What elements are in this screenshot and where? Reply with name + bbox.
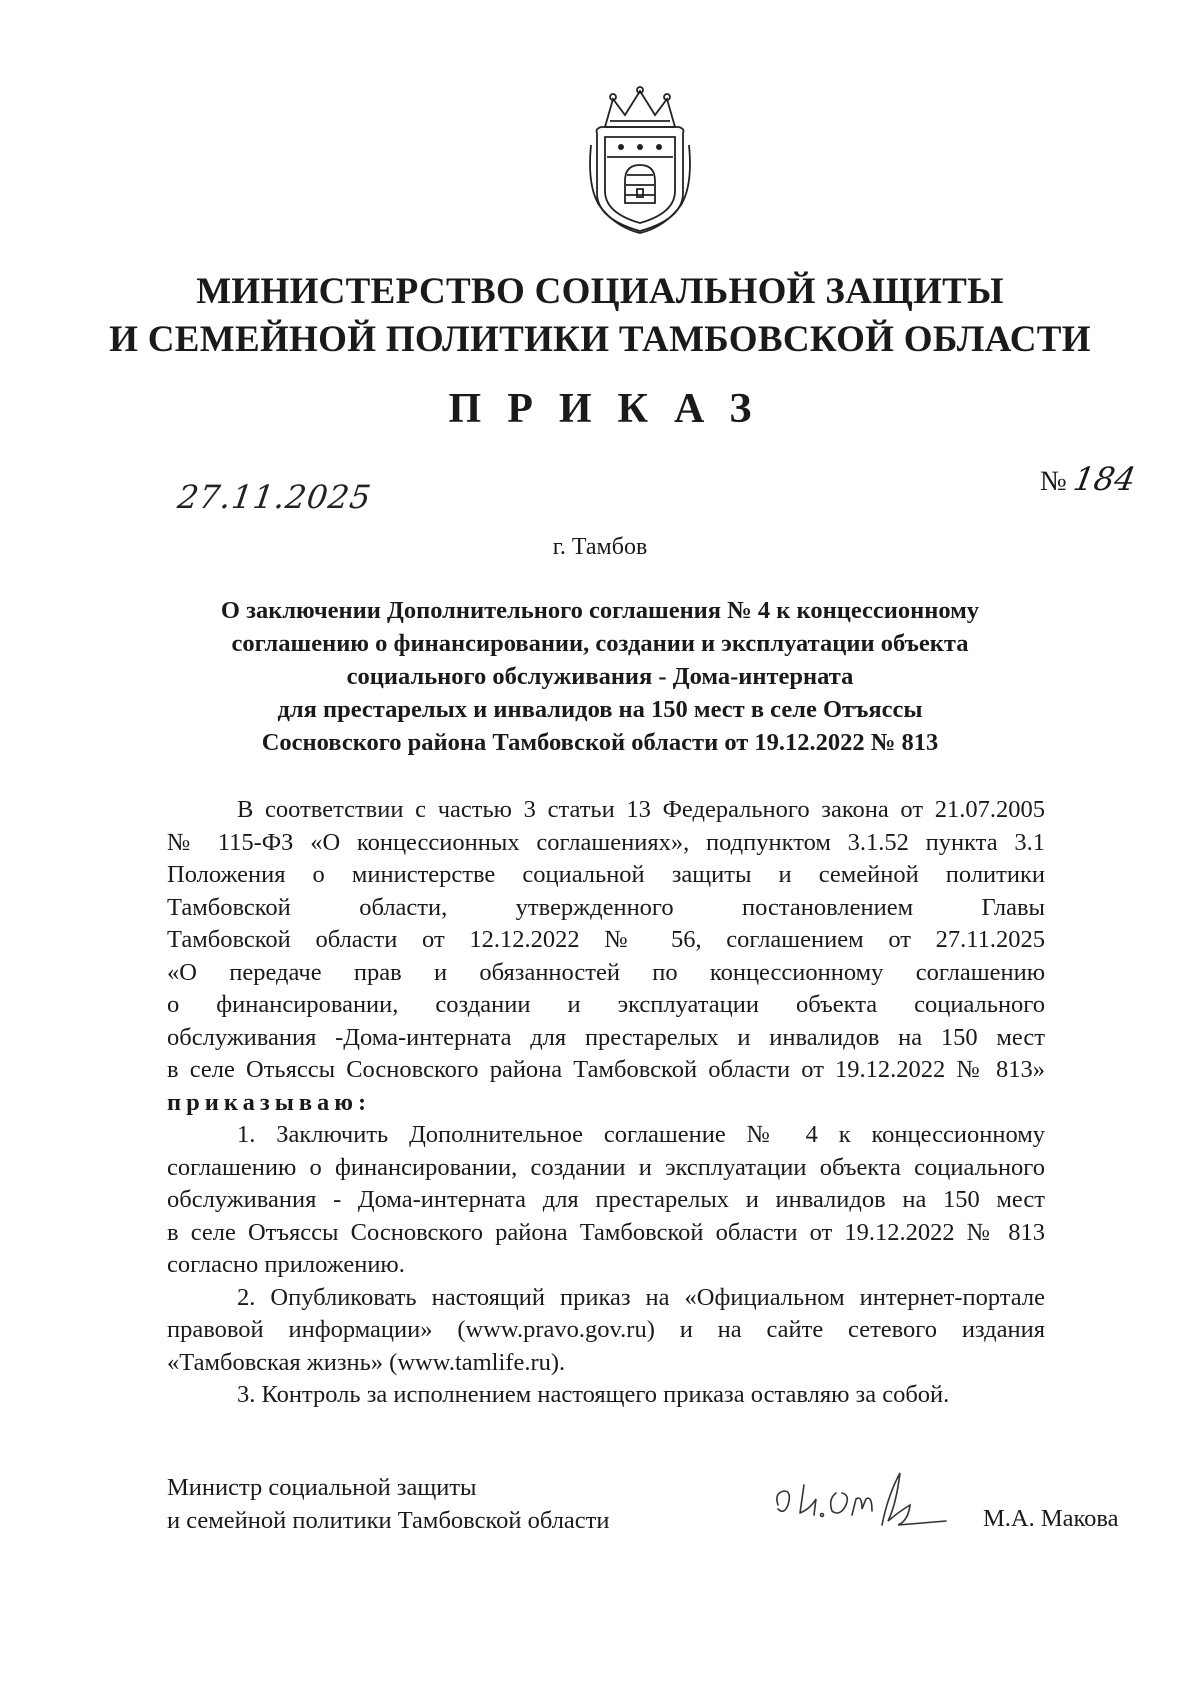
subject-line: соглашению о финансировании, создании и эксплуатации объекта [231,630,969,657]
preamble-line: Тамбовской области, утвержденного постановлением Главы [167,893,1045,921]
city: г. Тамбов [552,534,648,560]
ministry-name [0,268,1200,364]
preamble-line: № 115-ФЗ «О концессионных соглашениях», подпунктом 3.1.52 пункта 3.1 [167,828,1045,856]
document-date: 27.11.2025 [175,478,374,516]
preamble-line: В соответствии с частью 3 статьи 13 Федерального закона от 21.07.2005 [237,796,1045,823]
preamble-line: «О передаче прав и обязанностей по концессионному соглашению [167,958,1045,986]
subject-line: О заключении Дополнительного соглашения № 4 к концессионному [220,597,980,624]
preamble-line: обслуживания -Дома-интерната для престарелых и инвалидов на 150 мест [167,1023,1045,1051]
signer-name: М.А. Макова [983,1505,1119,1532]
number-label: № [1040,466,1067,497]
order-subject [150,594,1050,759]
number-value: 184 [1070,460,1139,498]
item1-line: в селе Отъяссы Сосновского района Тамбовской области от 19.12.2022 № 813 [167,1218,1045,1246]
order-word: приказываю: [167,1088,372,1116]
item2-line: правовой информации» (www.pravo.gov.ru) и на сайте сетевого издания [167,1316,1045,1343]
subject-line: Сосновского района Тамбовской области от 19.12.2022 № 813 [261,729,939,756]
signer-position-line2: и семейной политики Тамбовской области [167,1507,610,1534]
document-type-heading: ПРИКАЗ [448,386,778,432]
order-body [167,794,1045,1412]
ministry-name-line2: И СЕМЕЙНОЙ ПОЛИТИКИ ТАМБОВСКОЙ ОБЛАСТИ [109,319,1091,360]
subject-line: для престарелых и инвалидов на 150 мест в селе Отъяссы [277,696,923,723]
preamble-line: Тамбовской области от 12.12.2022 № 56, соглашением от 27.11.2025 [167,926,1045,953]
item1-line: согласно приложению. [167,1251,405,1278]
signer-position-line1: Министр социальной защиты [167,1474,477,1501]
item1-line: обслуживания - Дома-интерната для престарелых и инвалидов на 150 мест [167,1186,1045,1213]
item1-line: 1. Заключить Дополнительное соглашение № 4 к концессионному [237,1121,1045,1148]
preamble-line: Положения о министерстве социальной защиты и семейной политики [167,861,1045,888]
preamble-line: о финансировании, создании и эксплуатации объекта социального [167,991,1045,1018]
ministry-name-line1: МИНИСТЕРСТВО СОЦИАЛЬНОЙ ЗАЩИТЫ [196,271,1004,312]
item1-line: соглашению о финансировании, создании и эксплуатации объекта социального [167,1153,1045,1181]
item2-line: 2. Опубликовать настоящий приказ на «Официальном интернет-портале [237,1283,1045,1311]
preamble-line: в селе Отьяссы Сосновского района Тамбовской области от 19.12.2022 № 813» [167,1056,1045,1083]
item2-line: «Тамбовская жизнь» (www.tamlife.ru). [167,1348,566,1376]
document-number [1040,460,1139,498]
signer-position [167,1471,610,1537]
item3-line: 3. Контроль за исполнением настоящего приказа оставляю за собой. [237,1381,950,1408]
tambov-coat-of-arms-icon [585,85,695,235]
subject-line: социального обслуживания - Дома-интерната [346,663,854,690]
handwritten-signature [770,1465,970,1535]
